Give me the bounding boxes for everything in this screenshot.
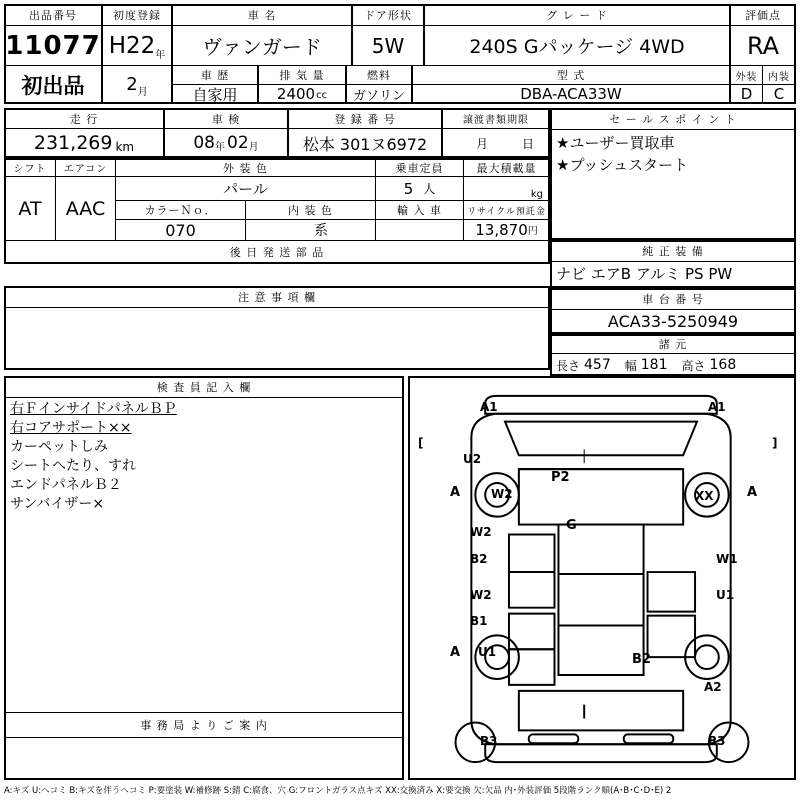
width-value: 181 bbox=[640, 357, 668, 373]
chassis-label-cell bbox=[550, 288, 796, 310]
recycle-label-cell bbox=[464, 201, 550, 220]
diagram-label-wheel-fl: A bbox=[450, 485, 461, 500]
grade-label: グ レ ー ド bbox=[546, 9, 608, 22]
type-label-cell bbox=[412, 66, 730, 85]
rating-label-cell bbox=[730, 4, 796, 26]
lot-no-label: 出品番号 bbox=[29, 9, 77, 22]
genuine-equip-value: ナビ エアB アルミ PS PW bbox=[556, 265, 733, 283]
diagram-label-b1-low-left: B1 bbox=[470, 614, 488, 628]
shift-label: シフト bbox=[13, 164, 47, 175]
displacement-value: 2400 bbox=[276, 85, 316, 103]
transfer-label-cell bbox=[442, 108, 550, 129]
diagram-label-w2-low-left: W2 bbox=[470, 588, 492, 602]
transfer-label: 譲渡書類期限 bbox=[463, 115, 529, 126]
max-load-label-cell bbox=[464, 158, 550, 177]
color-no-value-cell bbox=[116, 220, 246, 241]
mileage-value: 231,269 bbox=[33, 132, 113, 154]
ext-grade-value-cell bbox=[730, 85, 763, 104]
import-label: 輸 入 車 bbox=[397, 204, 442, 217]
car-diagram-svg bbox=[410, 378, 794, 778]
length-label: 長さ bbox=[556, 358, 581, 373]
chassis-value: ACA33-5250949 bbox=[607, 311, 739, 331]
displacement-label-cell bbox=[258, 66, 346, 85]
first-reg-label: 初度登録 bbox=[113, 9, 161, 22]
genuine-equip-value-wrap bbox=[556, 263, 792, 287]
grade-label-cell bbox=[424, 4, 730, 26]
seats-label: 乗車定員 bbox=[395, 161, 444, 175]
max-load-label: 最大積載量 bbox=[476, 161, 537, 175]
inspector-title-cell bbox=[4, 376, 404, 398]
grade-value-cell bbox=[424, 26, 730, 66]
genuine-equip-label: 純 正 装 備 bbox=[642, 245, 704, 258]
door-label-cell bbox=[352, 4, 424, 26]
max-load-unit: kg bbox=[530, 189, 543, 200]
mileage-label: 走 行 bbox=[69, 112, 99, 126]
inspector-line-2: 右コアサポート×× bbox=[10, 420, 132, 436]
diagram-label-front-right: A1 bbox=[708, 400, 726, 414]
seats-unit: 人 bbox=[423, 182, 436, 196]
sales-point-label-cell bbox=[550, 108, 796, 130]
mileage-value-cell bbox=[4, 129, 164, 158]
length-value: 457 bbox=[584, 357, 611, 373]
aircon-value-cell bbox=[56, 177, 116, 241]
lot-no-value: 11077 bbox=[5, 30, 101, 61]
mileage-unit: km bbox=[115, 140, 135, 154]
reg-no-value: 松本 301ヌ6972 bbox=[302, 134, 428, 154]
lot-no-value-cell bbox=[4, 26, 102, 66]
diagram-label-u1-left-bottom: U1 bbox=[478, 645, 497, 659]
diagram-label-w2-mid-left: W2 bbox=[470, 525, 492, 539]
inspector-line-4: シートへたり、すれ bbox=[10, 458, 136, 474]
color-no-label-cell bbox=[116, 201, 246, 220]
seats-label-cell bbox=[376, 158, 464, 177]
caution-label: 注 意 事 項 欄 bbox=[238, 291, 316, 304]
interior-color-value-cell bbox=[246, 220, 376, 241]
diagram-label-w1-right: W1 bbox=[716, 552, 738, 566]
rating-value-cell bbox=[730, 26, 796, 66]
diagram-label-b2-bottom: B2 bbox=[632, 652, 651, 667]
type-label: 型 式 bbox=[556, 69, 586, 82]
aircon-label: エアコン bbox=[63, 164, 108, 175]
door-label: ドア形状 bbox=[364, 9, 412, 22]
office-label: 事 務 局 よ り ご 案 内 bbox=[140, 719, 268, 732]
inspector-line-1: 右ＦインサイドパネルＢＰ bbox=[10, 401, 177, 417]
first-reg-value-cell bbox=[102, 26, 172, 66]
interior-color-value: 系 bbox=[314, 223, 328, 239]
sales-point-1: ★ユーザー買取車 bbox=[556, 134, 675, 152]
rating-value: RA bbox=[746, 31, 780, 60]
shift-value-cell bbox=[4, 177, 56, 241]
first-reg-month-cell bbox=[102, 66, 172, 104]
reg-no-value-cell bbox=[288, 129, 442, 158]
inspect-year: 08 bbox=[193, 133, 215, 153]
color-no-value: 070 bbox=[165, 220, 196, 240]
office-label-cell bbox=[4, 712, 404, 738]
mileage-label-cell bbox=[4, 108, 164, 129]
type-value-cell bbox=[412, 85, 730, 104]
type-value: DBA-ACA33W bbox=[520, 85, 622, 103]
diagram-label-u1-right: U1 bbox=[716, 588, 735, 602]
inspect-value-cell bbox=[164, 129, 288, 158]
diagram-label-xx-right: XX bbox=[695, 489, 714, 503]
exterior-color-label: 外 装 色 bbox=[223, 161, 268, 175]
lot-no-label-cell bbox=[4, 4, 102, 26]
diagram-bracket-right: ] bbox=[772, 436, 778, 450]
reg-no-label: 登 録 番 号 bbox=[334, 112, 396, 126]
history-value-cell bbox=[172, 85, 258, 104]
sales-point-list bbox=[556, 132, 792, 236]
fuel-value: ガソリン bbox=[352, 88, 405, 104]
int-grade-value: C bbox=[773, 85, 785, 103]
genuine-equip-label-cell bbox=[550, 240, 796, 262]
inspect-month-unit: 月 bbox=[248, 142, 259, 153]
inspector-line-3: カーペットしみ bbox=[10, 439, 108, 455]
model-name-value: ヴァンガード bbox=[202, 35, 322, 59]
int-grade-label: 内装 bbox=[768, 71, 790, 83]
history-label-cell bbox=[172, 66, 258, 85]
dims-values bbox=[550, 354, 796, 376]
diagram-label-p2: P2 bbox=[551, 470, 570, 485]
inspect-label: 車 検 bbox=[211, 112, 241, 126]
footer-legend-wrap bbox=[4, 784, 796, 798]
sales-point-2: ★プッシュスタート bbox=[556, 156, 689, 174]
color-no-label: カラーＮｏ． bbox=[144, 204, 217, 217]
chassis-label: 車 台 番 号 bbox=[642, 293, 704, 306]
door-value: 5W bbox=[371, 33, 405, 58]
max-load-value-cell bbox=[464, 177, 550, 201]
recycle-value-cell bbox=[464, 220, 550, 241]
diagram-label-b2-mid-left: B2 bbox=[470, 552, 488, 566]
later-parts-label: 後 日 発 送 部 品 bbox=[229, 246, 325, 259]
transfer-month-unit: 月 bbox=[475, 136, 488, 151]
fuel-label: 燃料 bbox=[367, 69, 391, 82]
height-value: 168 bbox=[709, 357, 737, 373]
transfer-value-cell bbox=[442, 129, 550, 158]
seats-value-cell bbox=[376, 177, 464, 201]
aircon-label-cell bbox=[56, 158, 116, 177]
displacement-label: 排 気 量 bbox=[279, 69, 325, 82]
diagram-label-a2-right: A2 bbox=[704, 680, 722, 694]
damage-diagram-block bbox=[408, 376, 796, 780]
model-name-label: 車 名 bbox=[247, 9, 277, 22]
first-reg-value: H22 bbox=[108, 32, 156, 59]
sales-point-label: セ ー ル ス ポ イ ン ト bbox=[609, 113, 737, 126]
shift-value: AT bbox=[18, 197, 42, 220]
interior-color-label-cell bbox=[246, 201, 376, 220]
inspect-year-unit: 年 bbox=[215, 142, 225, 153]
int-grade-value-cell bbox=[763, 85, 796, 104]
reg-no-label-cell bbox=[288, 108, 442, 129]
diagram-label-front-left: A1 bbox=[480, 400, 498, 414]
inspector-title: 検 査 員 記 入 欄 bbox=[156, 381, 252, 394]
door-value-cell bbox=[352, 26, 424, 66]
fuel-value-cell bbox=[346, 85, 412, 104]
diagram-label-g: G bbox=[566, 518, 577, 533]
import-label-cell bbox=[376, 201, 464, 220]
recycle-unit: 円 bbox=[527, 226, 538, 237]
recycle-label: リサイクル預託金 bbox=[467, 206, 546, 217]
model-name-label-cell bbox=[172, 4, 352, 26]
inspector-line-6: サンバイザー× bbox=[10, 496, 105, 512]
displacement-value-cell bbox=[258, 85, 346, 104]
aircon-value: AAC bbox=[65, 197, 106, 220]
exterior-color-value-cell bbox=[116, 177, 376, 201]
exterior-color-value: パール bbox=[223, 180, 268, 198]
first-reg-month: 2 bbox=[126, 74, 138, 95]
footer-legend: A:キズ U:へコミ B:キズを伴うへコミ P:要塗装 W:補修跡 S:錆 C:腐食、穴 G:フロントガラス点キズ XX:交換済み X:要交換 欠:欠品 内･外装評価 5段階ランク順(A･B･C･D･E) 2 bbox=[4, 786, 672, 796]
recycle-value: 13,870 bbox=[475, 221, 528, 239]
first-exhibit-label: 初出品 bbox=[21, 73, 85, 98]
later-parts-cell bbox=[4, 241, 550, 264]
seats-value: 5 bbox=[403, 179, 414, 198]
rating-label: 評価点 bbox=[745, 9, 781, 22]
transfer-day-unit: 日 bbox=[522, 136, 535, 151]
first-exhibit-cell bbox=[4, 66, 102, 104]
dims-label: 諸 元 bbox=[658, 338, 688, 351]
int-grade-label-cell bbox=[763, 66, 796, 85]
diagram-label-wheel-rl: A bbox=[450, 645, 461, 660]
width-label: 幅 bbox=[624, 358, 637, 373]
diagram-label-b3-right: B3 bbox=[708, 734, 726, 748]
height-label: 高さ bbox=[681, 358, 706, 373]
ext-grade-value: D bbox=[740, 85, 753, 103]
diagram-label-w2-left-top: W2 bbox=[491, 487, 513, 501]
caution-label-cell bbox=[4, 286, 550, 308]
exterior-color-label-cell bbox=[116, 158, 376, 177]
history-value: 自家用 bbox=[192, 85, 238, 104]
inspect-month: 02 bbox=[227, 133, 249, 153]
shift-label-cell bbox=[4, 158, 56, 177]
fuel-label-cell bbox=[346, 66, 412, 85]
dims-label-cell bbox=[550, 334, 796, 354]
grade-value: 240S Gパッケージ 4WD bbox=[469, 36, 685, 58]
first-reg-label-cell bbox=[102, 4, 172, 26]
diagram-label-wheel-fr: A bbox=[747, 485, 758, 500]
first-reg-unit: 年 bbox=[155, 50, 166, 61]
displacement-unit: cc bbox=[316, 90, 328, 101]
import-value-cell bbox=[376, 220, 464, 241]
first-reg-month-unit: 月 bbox=[137, 87, 148, 98]
ext-grade-label: 外装 bbox=[735, 71, 758, 83]
diagram-label-b3-left: B3 bbox=[480, 734, 498, 748]
diagram-label-u2-left: U2 bbox=[463, 452, 482, 466]
inspector-line-5: エンドパネルＢ２ bbox=[10, 477, 122, 493]
history-label: 車 歴 bbox=[200, 69, 230, 82]
ext-grade-label-cell bbox=[730, 66, 763, 85]
model-name-value-cell bbox=[172, 26, 352, 66]
interior-color-label: 内 装 色 bbox=[288, 204, 333, 217]
diagram-bracket-left: [ bbox=[418, 436, 424, 450]
inspector-lines bbox=[10, 400, 398, 700]
inspect-label-cell bbox=[164, 108, 288, 129]
